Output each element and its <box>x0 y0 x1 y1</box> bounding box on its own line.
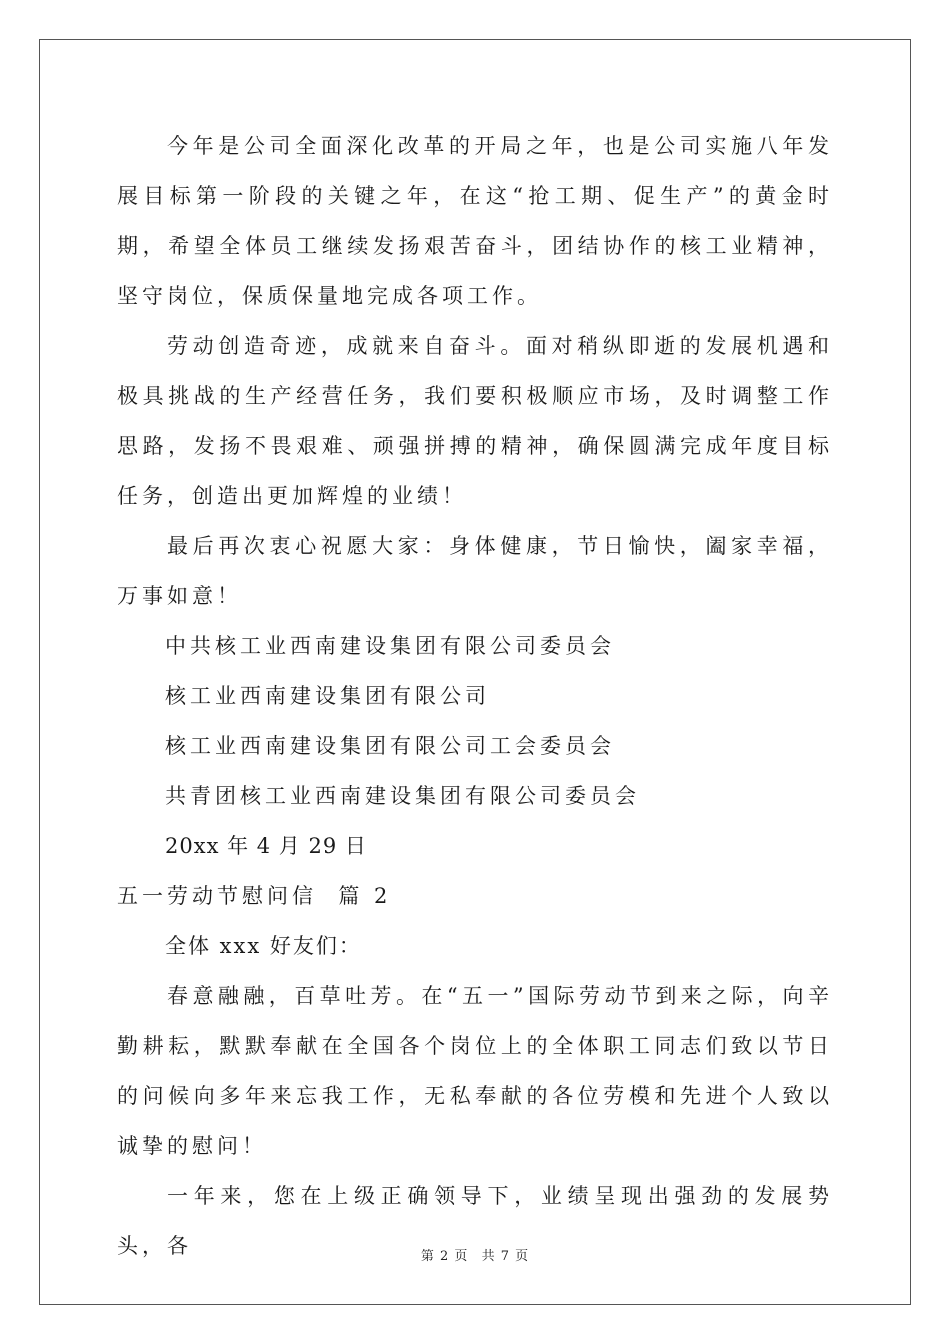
paragraph: 劳动创造奇迹，成就来自奋斗。面对稍纵即逝的发展机遇和极具挑战的生产经营任务，我们要积极顺应市场，及时调整工作思路，发扬不畏艰难、顽强拼搏的精神，确保圆满完成年度目标任务，创造出更加辉煌的业绩！ <box>117 334 833 508</box>
page-total: 共 7 页 <box>481 1249 530 1264</box>
paragraph: 一年来，您在上级正确领导下，业绩呈现出强劲的发展势头，各 <box>117 1184 833 1258</box>
document-body <box>117 121 833 1271</box>
greeting: 全体 xxx 好友们： <box>165 934 362 958</box>
signature-line: 核工业西南建设集团有限公司 <box>165 684 490 708</box>
page-footer <box>0 1245 950 1264</box>
paragraph: 最后再次衷心祝愿大家：身体健康，节日愉快，阖家幸福，万事如意！ <box>117 534 833 608</box>
signature-line: 核工业西南建设集团有限公司工会委员会 <box>165 734 615 758</box>
paragraph: 春意融融，百草吐芳。在“五一”国际劳动节到来之际，向辛勤耕耘，默默奉献在全国各个岗位上的全体职工同志们致以节日的问候向多年来忘我工作，无私奉献的各位劳模和先进个人致以诚挚的慰问！ <box>117 984 833 1158</box>
page-number: 第 2 页 <box>420 1249 469 1264</box>
paragraph: 今年是公司全面深化改革的开局之年，也是公司实施八年发展目标第一阶段的关键之年，在这“抢工期、促生产”的黄金时期，希望全体员工继续发扬艰苦奋斗，团结协作的核工业精神，坚守岗位，保质保量地完成各项工作。 <box>117 134 833 308</box>
date-line: 20xx 年 4 月 29 日 <box>165 834 367 858</box>
section-title: 五一劳动节慰问信 篇 2 <box>117 884 392 908</box>
signature-line: 中共核工业西南建设集团有限公司委员会 <box>165 634 615 658</box>
signature-line: 共青团核工业西南建设集团有限公司委员会 <box>165 784 640 808</box>
